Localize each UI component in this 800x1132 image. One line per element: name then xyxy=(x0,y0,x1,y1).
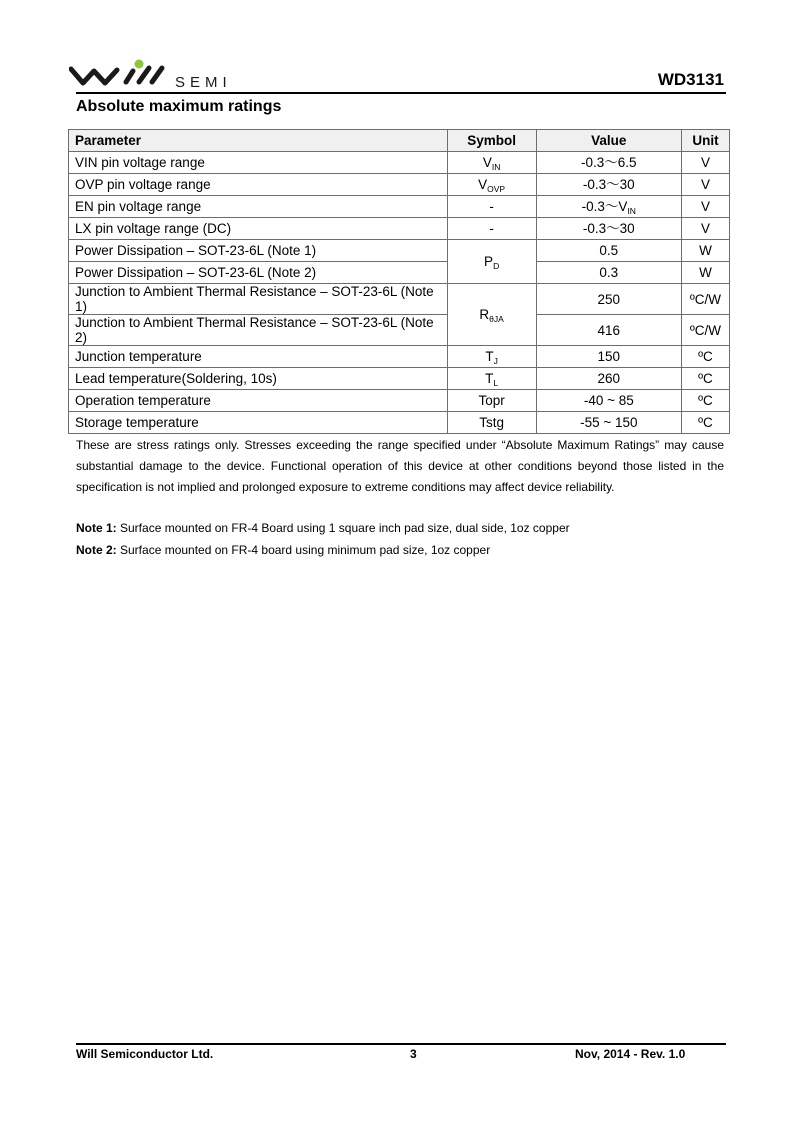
row-unit: ºC xyxy=(681,390,729,412)
logo-brand-text: SEMI xyxy=(175,74,232,90)
table-header-row xyxy=(69,130,730,152)
row-value: 250 xyxy=(536,284,681,315)
footer-divider xyxy=(76,1043,726,1045)
row-parameter: Operation temperature xyxy=(69,390,448,412)
logo-w-mark xyxy=(71,69,117,83)
row-unit: V xyxy=(681,152,729,174)
row-symbol: $P_D$ xyxy=(447,240,536,284)
header-unit: Unit xyxy=(681,130,729,152)
row-symbol: Tstg xyxy=(447,412,536,434)
stress-ratings-paragraph: These are stress ratings only. Stresses exceeding the range specified under “Absolute Maximum Ratings” may cause substantial damage to the device. Functional operation of this device at other conditions beyond those listed in the specification is not implied and prolonged exposure to extreme conditions may affect device reliability. xyxy=(76,438,724,494)
header-symbol: Symbol xyxy=(447,130,536,152)
row-unit: ºC/W xyxy=(681,315,729,346)
row-symbol: - xyxy=(447,196,536,218)
row-parameter: Junction to Ambient Thermal Resistance – SOT-23-6L (Note 2) xyxy=(69,315,448,346)
row-unit: V xyxy=(681,218,729,240)
table-row xyxy=(69,315,730,346)
row-value: -0.3～30 xyxy=(536,218,681,240)
table-row xyxy=(69,152,730,174)
note-1 xyxy=(76,521,570,535)
section-title: Absolute maximum ratings xyxy=(76,98,282,115)
row-unit: V xyxy=(681,196,729,218)
row-unit: ºC/W xyxy=(681,284,729,315)
note-label: Note 1: xyxy=(76,521,117,535)
row-value: 150 xyxy=(536,346,681,368)
logo-dot xyxy=(135,60,144,69)
row-symbol: $V_{IN}$ xyxy=(447,152,536,174)
row-symbol: $T_L$ xyxy=(447,368,536,390)
row-symbol: $R_{\theta JA}$ xyxy=(447,284,536,346)
row-unit: ºC xyxy=(681,412,729,434)
row-unit: V xyxy=(681,174,729,196)
row-unit: W xyxy=(681,240,729,262)
row-parameter: Lead temperature(Soldering, 10s) xyxy=(69,368,448,390)
row-parameter: EN pin voltage range xyxy=(69,196,448,218)
row-value: -40 ~ 85 xyxy=(536,390,681,412)
row-symbol: $V_{OVP}$ xyxy=(447,174,536,196)
row-symbol: Topr xyxy=(447,390,536,412)
row-value: 260 xyxy=(536,368,681,390)
note-2 xyxy=(76,543,490,557)
row-unit: W xyxy=(681,262,729,284)
table-row xyxy=(69,390,730,412)
row-parameter: LX pin voltage range (DC) xyxy=(69,218,448,240)
note-text: Surface mounted on FR-4 board using minimum pad size, 1oz copper xyxy=(116,543,491,557)
footer-page-number: 3 xyxy=(410,1047,417,1061)
row-value: -55 ~ 150 xyxy=(536,412,681,434)
table-row xyxy=(69,218,730,240)
will-semi-logo xyxy=(69,58,259,90)
row-parameter: OVP pin voltage range xyxy=(69,174,448,196)
row-parameter: Storage temperature xyxy=(69,412,448,434)
row-parameter: Power Dissipation – SOT-23-6L (Note 2) xyxy=(69,262,448,284)
row-symbol: - xyxy=(447,218,536,240)
footer-revision: Nov, 2014 - Rev. 1.0 xyxy=(575,1047,686,1061)
table-row xyxy=(69,196,730,218)
logo-i-mark xyxy=(126,71,133,82)
row-value: -0.3～6.5 xyxy=(536,152,681,174)
document-code: WD3131 xyxy=(657,70,724,89)
row-value: -0.3～30 xyxy=(536,174,681,196)
row-parameter: Junction temperature xyxy=(69,346,448,368)
row-unit: ºC xyxy=(681,346,729,368)
note-label: Note 2: xyxy=(76,543,117,557)
logo-l-mark-2 xyxy=(152,68,162,82)
row-symbol: $T_J$ xyxy=(447,346,536,368)
footer-company: Will Semiconductor Ltd. xyxy=(76,1047,214,1061)
header-value: Value xyxy=(536,130,681,152)
table-row xyxy=(69,174,730,196)
row-value: 416 xyxy=(536,315,681,346)
table-row xyxy=(69,284,730,315)
page-header xyxy=(69,56,726,94)
row-value: $-0.3\sim V_{IN}$ xyxy=(536,196,681,218)
header-parameter: Parameter xyxy=(69,130,448,152)
table-row xyxy=(69,346,730,368)
table-row xyxy=(69,368,730,390)
row-parameter: Power Dissipation – SOT-23-6L (Note 1) xyxy=(69,240,448,262)
row-parameter: VIN pin voltage range xyxy=(69,152,448,174)
row-value: 0.5 xyxy=(536,240,681,262)
logo-l-mark-1 xyxy=(139,68,149,82)
absolute-max-ratings-table xyxy=(68,129,730,434)
row-unit: ºC xyxy=(681,368,729,390)
header-divider xyxy=(76,92,726,94)
note-text: Surface mounted on FR-4 Board using 1 square inch pad size, dual side, 1oz copper xyxy=(116,521,570,535)
table-row xyxy=(69,262,730,284)
table-row xyxy=(69,240,730,262)
row-parameter: Junction to Ambient Thermal Resistance – SOT-23-6L (Note 1) xyxy=(69,284,448,315)
row-value: 0.3 xyxy=(536,262,681,284)
table-row xyxy=(69,412,730,434)
